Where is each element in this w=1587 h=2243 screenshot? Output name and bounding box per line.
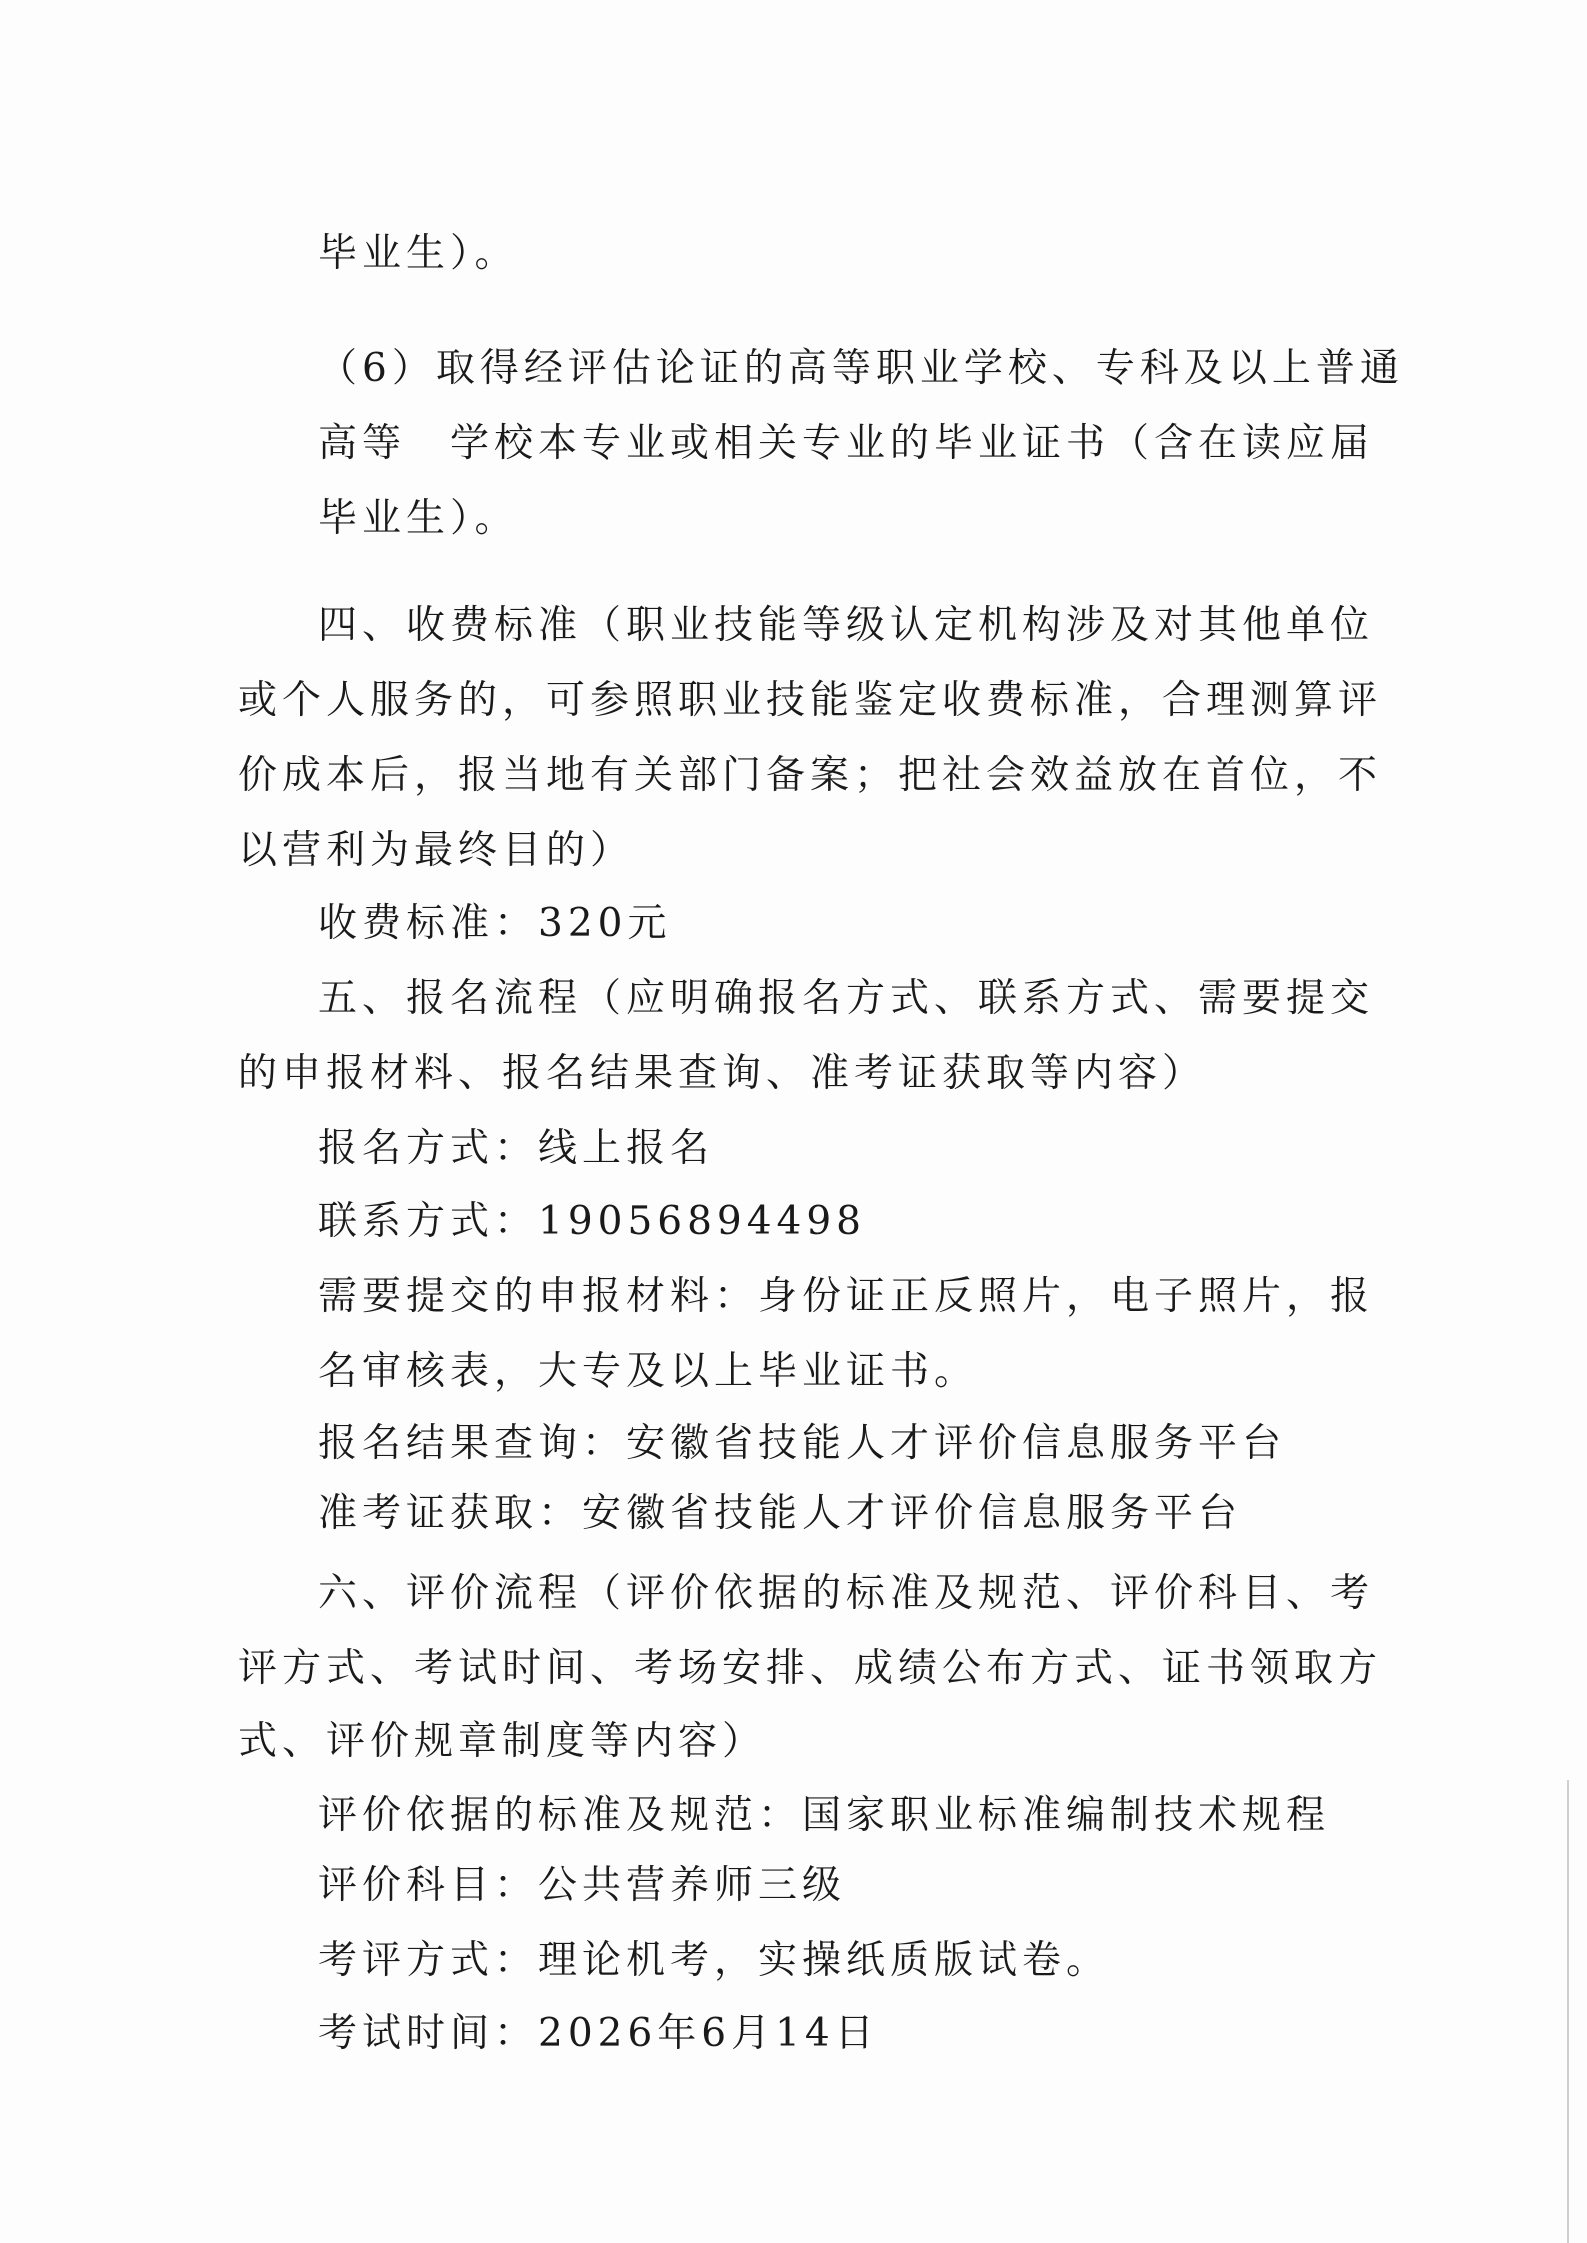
section-heading: 五、报名流程（应明确报名方式、联系方式、需要提交 (318, 976, 1375, 1021)
text-line: 评价科目：公共营养师三级 (318, 1863, 847, 1908)
text-line: 评方式、考试时间、考场安排、成绩公布方式、证书领取方 (238, 1646, 1383, 1691)
text-line: 评价依据的标准及规范：国家职业标准编制技术规程 (318, 1793, 1331, 1838)
text-line: （6）取得经评估论证的高等职业学校、专科及以上普通 (318, 346, 1404, 391)
text-line: 考试时间：2026年6月14日 (318, 2011, 879, 2056)
text-line: 的申报材料、报名结果查询、准考证获取等内容） (238, 1051, 1207, 1096)
text-line: 毕业生）。 (318, 231, 519, 276)
text-line: 高等 学校本专业或相关专业的毕业证书（含在读应届 (318, 421, 1375, 466)
text-line: 价成本后，报当地有关部门备案；把社会效益放在首位，不 (238, 753, 1383, 798)
text-line: 准考证获取：安徽省技能人才评价信息服务平台 (318, 1491, 1243, 1536)
text-line: 以营利为最终目的） (238, 828, 635, 873)
text-line: 报名方式：线上报名 (318, 1126, 715, 1171)
section-heading: 四、收费标准（职业技能等级认定机构涉及对其他单位 (318, 603, 1375, 648)
text-line: 报名结果查询：安徽省技能人才评价信息服务平台 (318, 1421, 1287, 1466)
text-line: 收费标准：320元 (318, 901, 672, 946)
text-line: 联系方式：19056894498 (318, 1199, 866, 1244)
text-line: 式、评价规章制度等内容） (238, 1719, 767, 1764)
text-line: 或个人服务的，可参照职业技能鉴定收费标准，合理测算评 (238, 678, 1383, 723)
section-heading: 六、评价流程（评价依据的标准及规范、评价科目、考 (318, 1571, 1375, 1616)
text-line: 考评方式：理论机考，实操纸质版试卷。 (318, 1938, 1111, 1983)
scan-edge (1567, 1780, 1569, 2243)
text-line: 名审核表，大专及以上毕业证书。 (318, 1349, 979, 1394)
text-line: 需要提交的申报材料：身份证正反照片，电子照片，报 (318, 1274, 1375, 1319)
text-line: 毕业生）。 (318, 496, 519, 541)
